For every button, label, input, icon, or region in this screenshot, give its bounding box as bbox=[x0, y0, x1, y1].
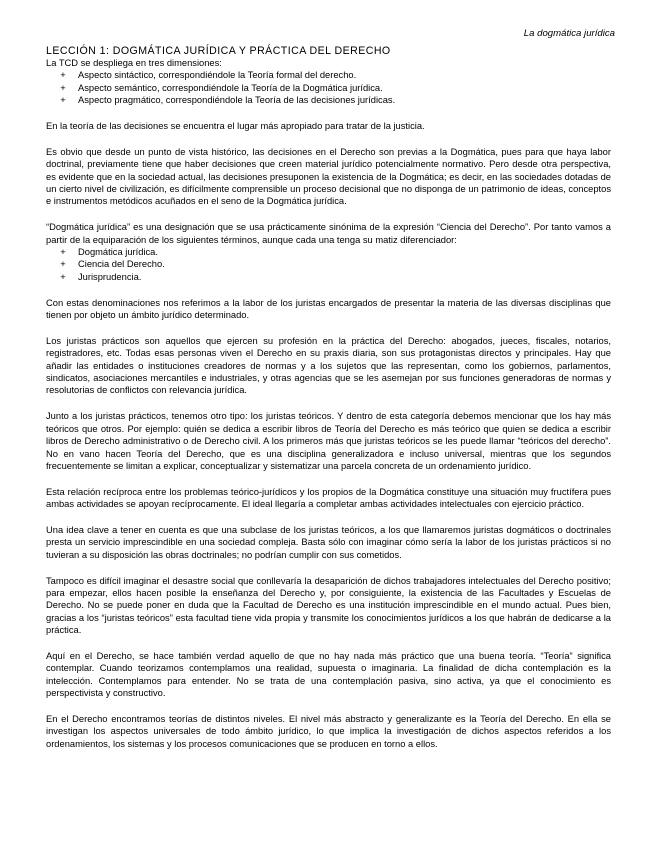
plus-bullet-icon: + bbox=[60, 82, 66, 93]
paragraph-theoretical-jurists: Junto a los juristas prácticos, tenemos otro tipo: los juristas teóricos. Y dentro de esta categoría debemos mencionar que los hay más teóricos que otros. Por ejemplo: quién se dedica a escribir libros de Teoría del Derecho es más teórico que quien se dedica a escribir libros de Derecho administrativo o de Derecho civil. A los primeros más que juristas teóricos se les puede llamar “teóricos del derecho”. No en vano hacen Teoría del Derecho, que es una disciplina generalizadora e incluso universal, mientras que los segundos frecuentemente se limitan a explicar, conceptualizar y sistematizar una parcela concreta de un ordenamiento jurídico. bbox=[46, 411, 611, 471]
list-item-text: Jurisprudencia. bbox=[78, 271, 142, 282]
terms-list bbox=[46, 246, 611, 283]
plus-bullet-icon: + bbox=[60, 259, 66, 270]
list-item bbox=[58, 82, 611, 94]
list-item-text: Aspecto pragmático, correspondiéndole la Teoría de las decisiones jurídicas. bbox=[78, 95, 396, 106]
plus-bullet-icon: + bbox=[60, 95, 66, 106]
paragraph-dogmatic-jurists: Una idea clave a tener en cuenta es que una subclase de los juristas teóricos, a los que llamaremos juristas dogmáticos o doctrinales presta un servicio imprescindible en una sociedad compleja. Basta sólo con imaginar cómo sería la labor de los juristas prácticos si no tuvieran a su disposición las obras doctrinales; no podrían cumplir con sus cometidos. bbox=[46, 524, 611, 560]
list-item bbox=[58, 69, 611, 81]
plus-bullet-icon: + bbox=[60, 271, 66, 282]
list-item bbox=[58, 246, 611, 258]
paragraph-justice: En la teoría de las decisiones se encuentra el lugar más apropiado para tratar de la justicia. bbox=[46, 121, 425, 132]
paragraph-history: Es obvio que desde un punto de vista histórico, las decisiones en el Derecho son previas a la Dogmática, pues para que haya labor doctrinal, previamente tiene que haber decisiones que creen material jurídico potencialmente normativo. Pero desde otra perspectiva, es evidente que en la sociedad actual, las decisiones presuponen la existencia de la Dogmática; es decir, en las sociedades dotadas de un cierto nivel de civilización, es difícilmente comprensible un proceso decisional que no disponga de un patrimonio de ideas, conceptos e instrumentos metódicos acuñados en el seno de la Dogmática jurídica. bbox=[46, 146, 611, 207]
list-item bbox=[58, 271, 611, 283]
paragraph-reciprocal-relation: Esta relación recíproca entre los problemas teórico-jurídicos y los propios de la Dogmática constituye una situación muy fructífera pues ambas actividades se apoyan recíprocamente. El ideal llegaría a completar ambas actividades intelectuales con ejercicio práctico. bbox=[46, 486, 611, 510]
paragraph-designation: “Dogmática jurídica” es una designación que se usa prácticamente sinónima de la expresión “Ciencia del Derecho”. Por tanto vamos a partir de la equiparación de los siguientes términos, aunque cada una tenga su matiz diferenciador: bbox=[46, 222, 611, 245]
plus-bullet-icon: + bbox=[60, 247, 66, 258]
paragraph-social-disaster: Tampoco es difícil imaginar el desastre social que conllevaría la desaparición de dichos trabajadores intelectuales del Derecho positivo; para empezar, ellos hacen posible la enseñanza del Derecho y, por consiguiente, la existencia de las Facultades y Escuelas de Derecho. No se puede poner en duda que la Facultad de Derecho es una institución imprescindible en el mundo actual. Pues bien, gracias a los “juristas teóricos” esta facultad tiene vida propia y transmite los conocimientos jurídicos a los que habrán de dedicarse a la práctica. bbox=[46, 575, 611, 636]
list-item-text: Aspecto semántico, correspondiéndole la Teoría de la Dogmática jurídica. bbox=[78, 82, 383, 93]
list-item bbox=[58, 258, 611, 270]
paragraph-practical-jurists: Los juristas prácticos son aquellos que ejercen su profesión en la práctica del Derecho: abogados, jueces, fiscales, notarios, registradores, etc. Todas esas personas viven el Derecho en su praxis diaria, son sus protagonistas directos y principales. Hay que añadir las entidades o instituciones creadores de normas y a los sujetos que las representan, como los gobiernos, parlamentos, sindicatos, asociaciones mercantiles e industriales, y otras agencias que se les asemejan por sus funciones generadoras de normas y resolutorias de conflictos con relevancia jurídica. bbox=[46, 335, 611, 396]
dimensions-intro: La TCD se despliega en tres dimensiones: bbox=[46, 58, 222, 68]
lesson-title: LECCIÓN 1: DOGMÁTICA JURÍDICA Y PRÁCTICA DEL DERECHO bbox=[46, 45, 391, 57]
paragraph-theory-levels: En el Derecho encontramos teorías de distintos niveles. El nivel más abstracto y generalizante es la Teoría del Derecho. En ella se investigan los aspectos universales de todo ámbito jurídico, lo que implica la investigación de dichos aspectos referidos a los ordenamientos, los sistemas y los procesos comunicaciones que se producen en torno a ellos. bbox=[46, 713, 611, 749]
running-header: La dogmática jurídica bbox=[523, 28, 615, 39]
list-item-text: Dogmática jurídica. bbox=[78, 247, 158, 258]
list-item bbox=[58, 94, 611, 106]
dimensions-list bbox=[46, 69, 611, 106]
paragraph-denominations: Con estas denominaciones nos referimos a la labor de los juristas encargados de presentar la materia de las diversas disciplinas que tienen por objeto un ámbito jurídico determinado. bbox=[46, 297, 611, 321]
list-item-text: Aspecto sintáctico, correspondiéndole la Teoría formal del derecho. bbox=[78, 70, 357, 81]
paragraph-theory-practice: Aquí en el Derecho, se hace también verdad aquello de que no hay nada más práctico que una buena teoría. “Teoría” significa contemplar. Cuando teorizamos contemplamos una realidad, supuesta o imaginaria. La finalidad de dicha contemplación es la intelección. Contemplamos para entender. No se trata de una contemplación pasiva, sino activa, ya que el conocimiento es perspectivista y constructivo. bbox=[46, 650, 611, 699]
plus-bullet-icon: + bbox=[60, 70, 66, 81]
list-item-text: Ciencia del Derecho. bbox=[78, 259, 165, 270]
